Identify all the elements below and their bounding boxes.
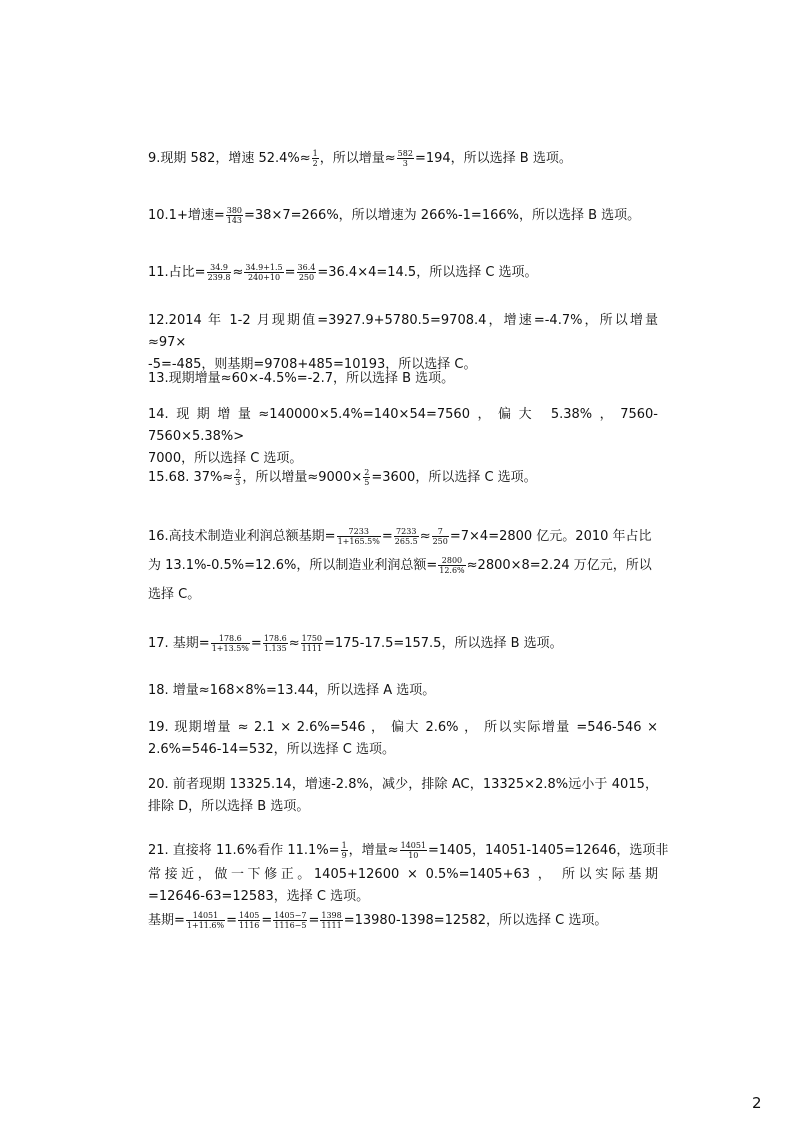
denominator: 240+10: [247, 273, 281, 282]
text: =38×7=266%，所以增速为 266%-1=166%，所以选择 B 选项。: [244, 208, 641, 223]
numerator: 34.9: [207, 263, 232, 273]
denominator: 1116−5: [274, 921, 307, 930]
answer-20-line-2: 排除 D，所以选择 B 选项。: [148, 799, 310, 814]
denominator: 1+11.6%: [186, 921, 225, 930]
denominator: 1.135: [263, 644, 287, 653]
answer-19-line-1: 19. 现期增量 ≈ 2.1 × 2.6%=546 ， 偏大 2.6% ， 所以实际增量 =546-546 ×: [148, 720, 658, 735]
text: ≈: [288, 636, 300, 651]
fraction: [273, 911, 307, 930]
numerator: 2800: [438, 556, 465, 566]
numerator: 1: [341, 841, 347, 850]
numerator: 1398: [321, 911, 342, 920]
answer-13: [148, 368, 658, 390]
answer-11-line: [148, 262, 658, 284]
text: =: [381, 529, 393, 544]
text: ，所以增量≈: [319, 151, 396, 166]
denominator: 265.5: [394, 537, 418, 546]
numerator: 582: [397, 149, 413, 158]
numerator: 178.6: [211, 634, 250, 644]
text: =: [308, 913, 320, 928]
answer-21-line-4: [148, 908, 658, 934]
text: =36.4×4=14.5，所以选择 C 选项。: [317, 265, 538, 280]
text: 17. 基期=: [148, 636, 210, 651]
answer-15-line: [148, 467, 658, 489]
answer-16-line-2: [148, 551, 658, 580]
answer-12-line-1: 12.2014 年 1-2 月现期值=3927.9+5780.5=9708.4，增速=-4.7%，所以增量≈97×: [148, 313, 658, 350]
text: 15.68. 37%≈: [148, 470, 234, 485]
fraction: [363, 468, 370, 487]
text: =: [226, 913, 238, 928]
answer-15: [148, 467, 658, 489]
fraction: [297, 263, 317, 282]
text: 16.高技术制造业利润总额基期=: [148, 529, 336, 544]
fraction: [186, 911, 225, 930]
answer-10: [148, 205, 658, 227]
answer-12: [148, 310, 658, 376]
fraction: [432, 527, 449, 546]
denominator: 3: [235, 478, 241, 487]
text: =: [250, 636, 262, 651]
numerator: 380: [226, 206, 243, 215]
denominator: 1+13.5%: [211, 644, 249, 653]
denominator: 2: [312, 159, 318, 168]
text: =194，所以选择 B 选项。: [414, 151, 572, 166]
text: 21. 直接将 11.6%看作 11.1%=: [148, 843, 340, 858]
fraction: [244, 263, 283, 282]
answer-10-line: [148, 205, 658, 227]
answer-16-line-1: [148, 522, 658, 551]
answer-14: [148, 404, 658, 470]
numerator: 14051: [400, 841, 427, 850]
denominator: 1+165.5%: [337, 537, 380, 546]
text: =175-17.5=157.5，所以选择 B 选项。: [324, 636, 563, 651]
fraction: [211, 634, 250, 653]
fraction: [301, 634, 323, 653]
answer-19: [148, 717, 658, 761]
text: =: [261, 913, 273, 928]
answer-17: [148, 633, 658, 655]
denominator: 250: [432, 537, 448, 546]
numerator: 1405−7: [274, 911, 307, 920]
text: ≈: [232, 265, 244, 280]
numerator: 34.9+1.5: [245, 263, 283, 272]
fraction: [341, 841, 348, 860]
text: =7×4=2800 亿元。2010 年占比: [449, 529, 652, 544]
text: ≈2800×8=2.24 万亿元，所以: [466, 558, 652, 573]
answer-11: [148, 262, 658, 284]
denominator: 9: [341, 851, 347, 860]
numerator: 14051: [186, 911, 225, 921]
text: =1405，14051-1405=12646，选项非: [428, 843, 669, 858]
numerator: 1405: [239, 911, 260, 920]
answer-21-line-3: =12646-63=12583，选择 C 选项。: [148, 889, 370, 904]
fraction: [238, 911, 260, 930]
text: 10.1+增速=: [148, 208, 225, 223]
text: ≈: [419, 529, 431, 544]
fraction: [438, 556, 465, 575]
denominator: 10: [408, 851, 419, 860]
text: 9.现期 582，增速 52.4%≈: [148, 151, 311, 166]
answer-14-line-2: 7000，所以选择 C 选项。: [148, 451, 303, 466]
answer-17-line: [148, 633, 658, 655]
numerator: 36.4: [297, 263, 316, 272]
denominator: 239.8: [207, 273, 231, 282]
fraction: [394, 527, 419, 546]
text: 11.占比=: [148, 265, 206, 280]
numerator: 7: [432, 527, 449, 537]
answer-19-line-2: 2.6%=546-14=532，所以选择 C 选项。: [148, 742, 396, 757]
fraction: [397, 149, 414, 168]
numerator: 178.6: [263, 634, 287, 643]
answer-16-line-3: 选择 C。: [148, 587, 201, 602]
numerator: 2: [235, 468, 241, 477]
fraction: [320, 911, 342, 930]
fraction: [312, 149, 319, 168]
fraction: [337, 527, 381, 546]
answer-18-line: 18. 增量≈168×8%=13.44，所以选择 A 选项。: [148, 683, 436, 698]
answer-14-line-1: 14.现期增量≈140000×5.4%=140×54=7560，偏大 5.38%，7560-7560×5.38%>: [148, 407, 658, 444]
numerator: 7233: [337, 527, 381, 537]
answer-16: [148, 522, 658, 609]
answer-13-line: 13.现期增量≈60×-4.5%=-2.7，所以选择 B 选项。: [148, 371, 455, 386]
text: ，增量≈: [348, 843, 399, 858]
denominator: 250: [298, 273, 315, 282]
answer-9: [148, 148, 658, 170]
answer-18: [148, 680, 658, 702]
text: =: [284, 265, 296, 280]
denominator: 1116: [239, 921, 260, 930]
numerator: 7233: [394, 527, 419, 537]
numerator: 1: [312, 149, 318, 158]
answer-9-line: [148, 148, 658, 170]
fraction: [234, 468, 241, 487]
fraction: [400, 841, 427, 860]
answer-21: [148, 838, 669, 934]
fraction: [263, 634, 288, 653]
text: ，所以增量≈9000×: [242, 470, 363, 485]
answer-21-line-1: [148, 838, 669, 864]
text: 为 13.1%-0.5%=12.6%，所以制造业利润总额=: [148, 558, 438, 573]
answer-20: [148, 774, 658, 818]
text: 基期=: [148, 913, 185, 928]
answer-20-line-1: 20. 前者现期 13325.14，增速-2.8%，减少，排除 AC，13325×2.8%远小于 4015，: [148, 777, 658, 792]
text: =13980-1398=12582，所以选择 C 选项。: [343, 913, 608, 928]
denominator: 143: [226, 216, 243, 225]
denominator: 12.6%: [439, 566, 465, 575]
denominator: 3: [402, 159, 408, 168]
denominator: 1111: [301, 644, 322, 653]
text: =3600，所以选择 C 选项。: [371, 470, 537, 485]
page-number: 2: [752, 1094, 762, 1112]
fraction: [226, 206, 243, 225]
fraction: [207, 263, 232, 282]
answer-21-line-2: 常接近，做一下修正。1405+12600 × 0.5%=1405+63 ， 所以实际基期: [148, 867, 658, 882]
denominator: 1111: [321, 921, 342, 930]
numerator: 1750: [301, 634, 322, 643]
denominator: 5: [364, 478, 370, 487]
numerator: 2: [364, 468, 370, 477]
answer-12-line-2: -5=-485，则基期=9708+485=10193，所以选择 C。: [148, 357, 477, 372]
